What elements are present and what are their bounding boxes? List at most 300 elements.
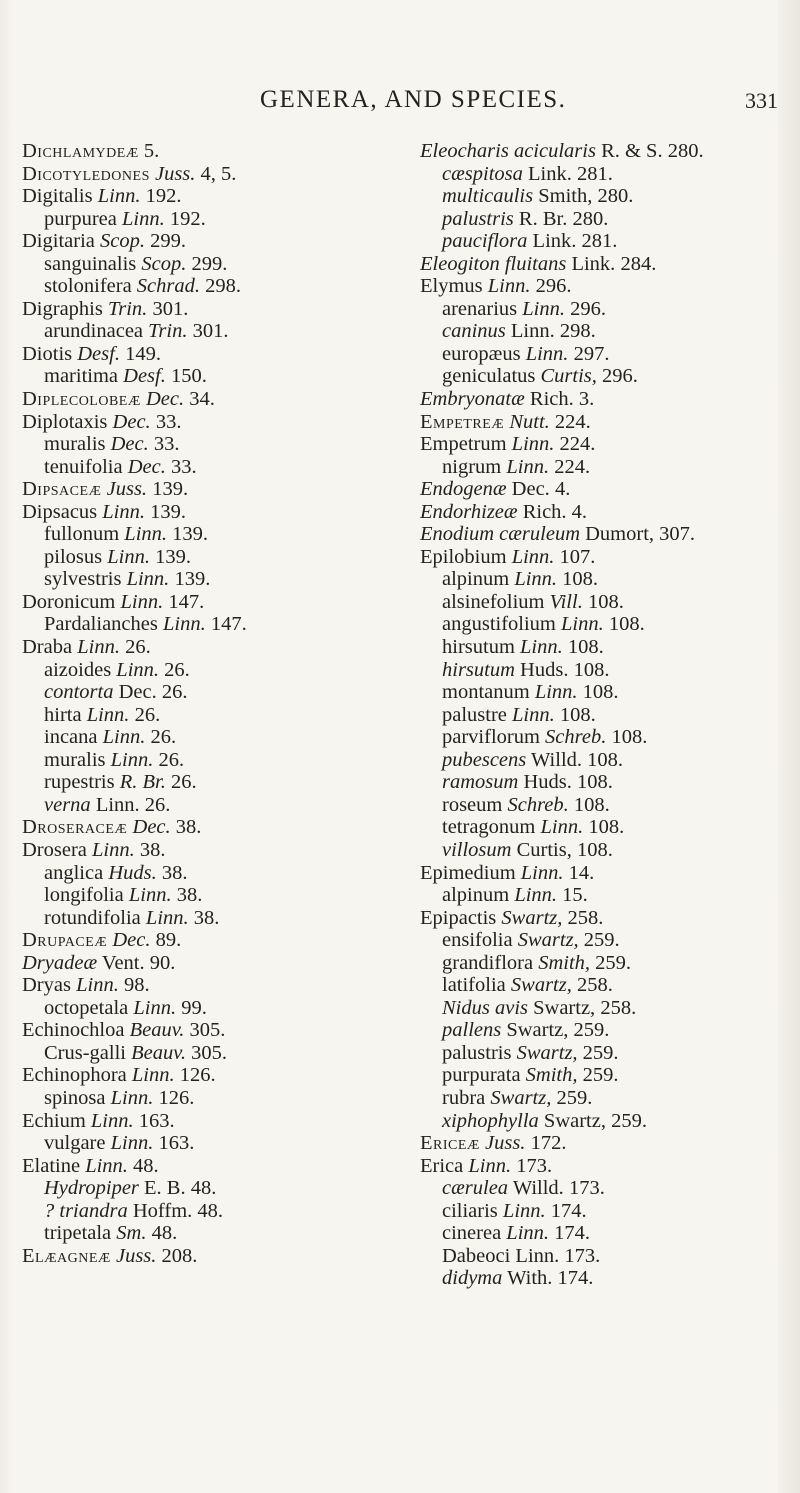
entry-name: Diplecolobeæ xyxy=(22,388,141,411)
index-entry xyxy=(22,749,392,772)
entry-page: 108. xyxy=(567,636,604,659)
entry-author: Trin. xyxy=(107,297,148,320)
entry-page: 139. xyxy=(152,478,189,501)
entry-author: Linn. xyxy=(92,838,135,861)
running-header xyxy=(20,86,778,126)
entry-author: With. xyxy=(507,1267,553,1290)
entry-page: 280. xyxy=(572,207,609,230)
entry-author: Rich. xyxy=(522,500,567,523)
index-entry xyxy=(420,320,792,343)
entry-author: Dumort, xyxy=(585,523,655,546)
entry-name: ? triandra xyxy=(44,1199,128,1222)
entry-name: Echium xyxy=(22,1109,86,1132)
index-entry xyxy=(22,1064,392,1087)
entry-author: Swartz, xyxy=(490,1086,552,1109)
entry-author: Linn. xyxy=(133,996,177,1019)
entry-name: Dryas xyxy=(22,974,71,997)
index-entry xyxy=(22,591,392,614)
entry-page: 139. xyxy=(155,545,191,568)
entry-author: Dec. xyxy=(110,433,149,456)
index-entry xyxy=(420,771,792,794)
entry-name: pauciflora xyxy=(442,230,528,253)
index-entry xyxy=(420,681,792,704)
entry-page: 298. xyxy=(559,320,596,343)
index-entry xyxy=(420,591,792,614)
entry-name: arenarius xyxy=(442,297,518,320)
entry-name: tenuifolia xyxy=(44,455,123,478)
index-entry xyxy=(420,298,792,321)
entry-name: Erica xyxy=(420,1154,464,1177)
entry-page: 48. xyxy=(190,1177,217,1200)
entry-name: maritima xyxy=(44,365,119,388)
entry-name: parviflorum xyxy=(442,726,540,749)
entry-author: Linn. xyxy=(502,1199,546,1222)
index-entry xyxy=(420,1019,792,1042)
entry-author: Swartz, xyxy=(510,974,572,997)
entry-page: 26. xyxy=(134,703,161,726)
entry-page: 224. xyxy=(554,455,591,478)
entry-page: 38. xyxy=(176,884,203,907)
entry-page: 108. xyxy=(587,590,624,613)
entry-author: Linn. xyxy=(110,1132,154,1155)
entry-author: Linn. xyxy=(515,1244,560,1267)
entry-author: Desf. xyxy=(77,342,120,365)
entry-page: 192. xyxy=(169,207,206,230)
entry-page: 147. xyxy=(210,613,247,636)
entry-page: 33. xyxy=(170,455,197,478)
entry-name: Digitalis xyxy=(22,185,93,208)
index-entry xyxy=(22,794,392,817)
entry-page: 108. xyxy=(587,748,624,771)
entry-page: 38. xyxy=(175,816,202,839)
entry-name: anglica xyxy=(44,861,104,884)
entry-page: 108. xyxy=(576,838,613,861)
entry-name: rotundifolia xyxy=(44,906,141,929)
index-entry xyxy=(22,1177,392,1200)
entry-page: 34. xyxy=(189,388,215,411)
entry-author: Beauv. xyxy=(129,1019,185,1042)
entry-name: multicaulis xyxy=(442,185,534,208)
entry-page: 173. xyxy=(564,1244,601,1267)
index-entry xyxy=(22,185,392,208)
entry-name: Dabeoci xyxy=(442,1244,511,1267)
index-entry xyxy=(22,1200,392,1223)
entry-name: stolonifera xyxy=(44,275,132,298)
entry-author: Curtis, xyxy=(540,365,597,388)
entry-author: Vill. xyxy=(549,590,583,613)
entry-author: Willd. xyxy=(512,1177,564,1200)
entry-author: Swartz, xyxy=(501,906,563,929)
index-column-left xyxy=(22,140,392,1267)
index-entry xyxy=(420,884,792,907)
index-entry xyxy=(22,478,392,501)
entry-name: Drosera xyxy=(22,838,87,861)
entry-author: Willd. xyxy=(531,748,583,771)
entry-name: geniculatus xyxy=(442,365,536,388)
entry-page: 139. xyxy=(172,523,209,546)
entry-page: 224. xyxy=(554,410,591,433)
entry-page: 297. xyxy=(573,342,610,365)
entry-page: 299. xyxy=(191,252,228,275)
index-entry xyxy=(22,568,392,591)
index-entry xyxy=(420,794,792,817)
index-entry xyxy=(420,163,792,186)
entry-name: arundinacea xyxy=(44,320,144,343)
entry-author: Link. xyxy=(528,162,572,185)
index-entry xyxy=(420,613,792,636)
entry-page: 259. xyxy=(573,1019,610,1042)
entry-page: 26. xyxy=(144,793,171,816)
entry-author: Juss. xyxy=(485,1132,526,1155)
index-entry xyxy=(420,1155,792,1178)
index-entry xyxy=(22,343,392,366)
entry-page: 108. xyxy=(559,703,596,726)
entry-name: Embryonatæ xyxy=(420,388,525,411)
entry-page: 4, 5. xyxy=(200,162,237,185)
entry-name: rubra xyxy=(442,1086,486,1109)
index-entry xyxy=(22,208,392,231)
entry-name: cinerea xyxy=(442,1222,502,1245)
entry-page: 26. xyxy=(164,658,190,681)
entry-page: 299. xyxy=(150,230,186,253)
index-entry xyxy=(420,208,792,231)
entry-author: Desf. xyxy=(123,365,166,388)
index-entry xyxy=(22,997,392,1020)
entry-name: cæspitosa xyxy=(442,162,523,185)
entry-page: 108. xyxy=(577,771,613,794)
index-entry xyxy=(22,862,392,885)
entry-author: Linn. xyxy=(131,1064,175,1087)
entry-author: Linn. xyxy=(124,523,168,546)
entry-author: Linn. xyxy=(107,545,150,568)
entry-author: Scop. xyxy=(141,252,187,275)
entry-name: Echinophora xyxy=(22,1064,127,1087)
index-entry xyxy=(22,1155,392,1178)
entry-page: 48. xyxy=(133,1154,159,1177)
entry-author: E. B. xyxy=(144,1177,186,1200)
index-entry xyxy=(420,478,792,501)
entry-name: contorta xyxy=(44,681,114,704)
entry-author: Linn. xyxy=(540,816,584,839)
entry-name: aizoides xyxy=(44,658,112,681)
entry-name: Eleocharis acicularis xyxy=(420,140,596,162)
entry-author: Linn. xyxy=(90,1109,134,1132)
entry-page: 208. xyxy=(161,1244,198,1267)
entry-author: Dec. xyxy=(112,929,151,952)
entry-name: muralis xyxy=(44,748,106,771)
entry-author: Linn. xyxy=(487,275,531,298)
entry-page: 259. xyxy=(582,1041,619,1064)
entry-page: 108. xyxy=(573,793,610,816)
entry-author: Juss. xyxy=(154,162,196,185)
entry-page: 147. xyxy=(168,590,205,613)
index-entry xyxy=(420,568,792,591)
index-entry xyxy=(420,816,792,839)
index-entry xyxy=(22,1087,392,1110)
index-column-right xyxy=(420,140,792,1290)
entry-name: spinosa xyxy=(44,1086,106,1109)
entry-author: Linn. xyxy=(506,455,550,478)
entry-name: ensifolia xyxy=(442,929,513,952)
entry-page: 298. xyxy=(205,275,241,298)
entry-author: Smith, xyxy=(538,951,591,974)
index-entry xyxy=(22,704,392,727)
entry-page: 149. xyxy=(125,342,161,365)
index-entry xyxy=(420,907,792,930)
entry-page: 3. xyxy=(578,388,595,411)
index-entry xyxy=(420,523,792,546)
entry-name: alpinum xyxy=(442,568,510,591)
index-entry xyxy=(22,411,392,434)
entry-name: Eleogiton fluitans xyxy=(420,252,567,275)
entry-page: 139. xyxy=(174,568,211,591)
index-entry xyxy=(22,1222,392,1245)
entry-page: 173. xyxy=(568,1177,605,1200)
entry-name: Draba xyxy=(22,636,73,659)
entry-name: tripetala xyxy=(44,1222,112,1245)
entry-name: Pardalianches xyxy=(44,613,158,636)
index-entry xyxy=(22,1019,392,1042)
entry-page: 5. xyxy=(143,140,160,162)
entry-page: 296. xyxy=(602,365,638,388)
index-entry xyxy=(22,163,392,186)
entry-name: Hydropiper xyxy=(44,1177,139,1200)
entry-author: Huds. xyxy=(520,658,569,681)
entry-author: Linn. xyxy=(162,613,206,636)
entry-name: alsinefolium xyxy=(442,590,545,613)
entry-page: 259. xyxy=(595,951,632,974)
index-entry xyxy=(22,388,392,411)
index-entry xyxy=(22,771,392,794)
entry-page: 108. xyxy=(611,726,648,749)
entry-page: 108. xyxy=(608,613,645,636)
entry-page: 150. xyxy=(170,365,207,388)
entry-page: 108. xyxy=(562,568,599,591)
index-entry xyxy=(420,997,792,1020)
index-entry xyxy=(22,253,392,276)
entry-name: Dicotyledones xyxy=(22,162,150,185)
entry-author: Dec. xyxy=(132,816,171,839)
entry-page: 163. xyxy=(158,1132,195,1155)
index-entry xyxy=(22,1042,392,1065)
entry-name: Epipactis xyxy=(420,906,497,929)
entry-author: Rich. xyxy=(529,388,574,411)
page-number: 331 xyxy=(745,88,778,113)
entry-name: latifolia xyxy=(442,974,506,997)
entry-author: Juss. xyxy=(106,478,148,501)
entry-name: purpurea xyxy=(44,207,117,230)
entry-author: Linn. xyxy=(510,320,555,343)
entry-name: caninus xyxy=(442,320,506,343)
entry-name: grandiflora xyxy=(442,951,534,974)
entry-author: Linn. xyxy=(514,568,558,591)
entry-name: ciliaris xyxy=(442,1199,498,1222)
entry-name: Diotis xyxy=(22,342,73,365)
entry-author: Linn. xyxy=(511,545,555,568)
entry-author: Trin. xyxy=(148,320,188,343)
entry-page: 126. xyxy=(158,1086,195,1109)
index-entry xyxy=(420,1222,792,1245)
entry-page: 99. xyxy=(181,996,207,1019)
index-entry xyxy=(420,230,792,253)
entry-name: hirta xyxy=(44,703,82,726)
index-entry xyxy=(420,433,792,456)
index-entry xyxy=(420,974,792,997)
entry-page: 26. xyxy=(150,726,177,749)
entry-name: incana xyxy=(44,726,98,749)
index-entry xyxy=(22,1132,392,1155)
index-entry xyxy=(22,659,392,682)
index-entry xyxy=(420,1087,792,1110)
index-entry xyxy=(420,185,792,208)
entry-name: palustre xyxy=(442,703,507,726)
index-entry xyxy=(420,411,792,434)
index-entry xyxy=(420,1200,792,1223)
entry-author: Dec. xyxy=(112,410,151,433)
entry-name: vulgare xyxy=(44,1132,106,1155)
entry-name: Endorhizeæ xyxy=(420,500,518,523)
entry-author: Schreb. xyxy=(507,793,569,816)
entry-name: Nidus avis xyxy=(442,996,528,1019)
entry-name: octopetala xyxy=(44,996,129,1019)
entry-page: 14. xyxy=(568,861,595,884)
entry-name: palustris xyxy=(442,207,514,230)
entry-name: tetragonum xyxy=(442,816,536,839)
index-entry xyxy=(22,275,392,298)
entry-author: Linn. xyxy=(511,433,555,456)
entry-author: Huds. xyxy=(523,771,572,794)
entry-page: 107. xyxy=(559,545,596,568)
entry-author: Swartz, xyxy=(506,1019,569,1042)
index-entry xyxy=(420,659,792,682)
index-entry xyxy=(420,1177,792,1200)
entry-name: hirsutum xyxy=(442,658,515,681)
index-entry xyxy=(22,907,392,930)
entry-name: Echinochloa xyxy=(22,1019,125,1042)
index-entry xyxy=(420,1110,792,1133)
entry-name: Epilobium xyxy=(420,545,507,568)
index-entry xyxy=(420,365,792,388)
entry-author: Swartz, xyxy=(543,1109,606,1132)
entry-page: 4. xyxy=(554,478,571,501)
index-entry xyxy=(420,275,792,298)
entry-page: 281. xyxy=(576,162,613,185)
index-entry xyxy=(420,704,792,727)
entry-page: 108. xyxy=(573,658,610,681)
index-entry xyxy=(420,1042,792,1065)
entry-author: Beauv. xyxy=(131,1041,186,1064)
entry-name: Digitaria xyxy=(22,230,95,253)
entry-author: Linn. xyxy=(506,1222,550,1245)
entry-page: 174. xyxy=(557,1267,594,1290)
entry-author: R. & S. xyxy=(601,140,663,162)
entry-author: Linn. xyxy=(128,884,172,907)
entry-author: Linn. xyxy=(86,703,130,726)
index-entry xyxy=(420,1267,792,1290)
entry-author: Linn. xyxy=(522,297,565,320)
entry-page: 38. xyxy=(139,838,166,861)
entry-page: 163. xyxy=(138,1109,175,1132)
entry-page: 224. xyxy=(559,433,596,456)
entry-page: 172. xyxy=(530,1132,567,1155)
entry-name: Elymus xyxy=(420,275,483,298)
entry-name: Elæagneæ xyxy=(22,1244,111,1267)
entry-author: R. Br. xyxy=(518,207,568,230)
entry-page: 48. xyxy=(151,1222,178,1245)
entry-name: alpinum xyxy=(442,884,510,907)
entry-name: pallens xyxy=(442,1019,502,1042)
entry-author: Swartz, xyxy=(517,929,579,952)
entry-author: R. Br. xyxy=(119,771,166,794)
entry-author: Hoffm. xyxy=(132,1199,193,1222)
entry-name: purpurata xyxy=(442,1064,521,1087)
entry-author: Linn. xyxy=(102,726,146,749)
entry-page: 305. xyxy=(191,1041,227,1064)
index-entry xyxy=(22,320,392,343)
entry-name: Enodium cæruleum xyxy=(420,523,580,546)
entry-author: Linn. xyxy=(76,974,119,997)
entry-page: 280. xyxy=(667,140,704,162)
entry-page: 126. xyxy=(179,1064,216,1087)
index-entry xyxy=(420,726,792,749)
index-entry xyxy=(420,1064,792,1087)
entry-page: 174. xyxy=(554,1222,591,1245)
entry-page: 26. xyxy=(158,748,185,771)
entry-author: Dec. xyxy=(511,478,550,501)
entry-name: Empetreæ xyxy=(420,410,505,433)
entry-author: Linn. xyxy=(102,500,146,523)
index-entry xyxy=(22,839,392,862)
entry-page: 259. xyxy=(582,1064,619,1087)
entry-author: Linn. xyxy=(468,1154,512,1177)
entry-author: Huds. xyxy=(108,861,157,884)
entry-author: Schrad. xyxy=(136,275,200,298)
entry-author: Smith, xyxy=(538,185,593,208)
entry-page: 90. xyxy=(149,951,176,974)
index-entry xyxy=(420,546,792,569)
entry-author: Linn. xyxy=(85,1154,128,1177)
entry-author: Swartz, xyxy=(533,996,596,1019)
entry-name: Droseraceæ xyxy=(22,816,128,839)
entry-author: Scop. xyxy=(100,230,145,253)
entry-author: Dec. xyxy=(145,388,185,411)
entry-page: 280. xyxy=(597,185,634,208)
entry-name: Crus-galli xyxy=(44,1041,126,1064)
entry-author: Juss. xyxy=(115,1244,157,1267)
entry-name: Diplotaxis xyxy=(22,410,108,433)
entry-author: Sm. xyxy=(116,1222,147,1245)
entry-page: 108. xyxy=(588,816,625,839)
index-entry xyxy=(420,749,792,772)
entry-author: Linn. xyxy=(121,207,165,230)
index-entry xyxy=(22,501,392,524)
header-title: GENERA, AND SPECIES. xyxy=(260,86,567,113)
index-entry xyxy=(22,1245,392,1268)
entry-name: Elatine xyxy=(22,1154,81,1177)
entry-author: Swartz, xyxy=(516,1041,578,1064)
index-entry xyxy=(420,501,792,524)
index-entry xyxy=(420,1132,792,1155)
entry-author: Linn. xyxy=(97,185,141,208)
entry-name: sanguinalis xyxy=(44,252,137,275)
index-entry xyxy=(22,546,392,569)
index-entry xyxy=(22,298,392,321)
index-entry xyxy=(420,388,792,411)
index-entry xyxy=(22,816,392,839)
entry-name: Endogenæ xyxy=(420,478,507,501)
entry-author: Dec. xyxy=(118,681,157,704)
entry-page: 33. xyxy=(155,410,182,433)
